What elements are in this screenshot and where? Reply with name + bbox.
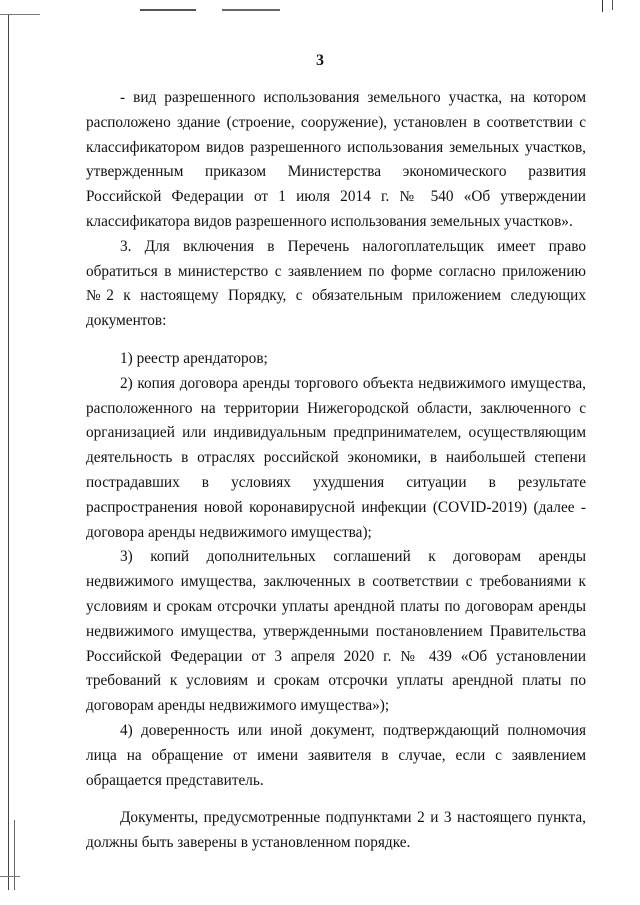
page-number: 3	[316, 52, 324, 69]
scan-mark	[0, 14, 40, 15]
scan-mark	[0, 876, 20, 877]
list-item-4: 4) доверенность или иной документ, подтверждающий полномочия лица на обращение от имени заявителя в случае, если с заявлением обращается представитель.	[86, 721, 586, 789]
scan-mark	[602, 0, 603, 12]
document-body	[86, 86, 586, 856]
paragraph-certification: Документы, предусмотренные подпунктами 2 и 3 настоящего пункта, должны быть заверены в установленном порядке.	[86, 809, 586, 852]
scan-mark	[14, 820, 15, 890]
list-item-3: 3) копий дополнительных соглашений к договорам аренды недвижимого имущества, заключенных в соответствии с требованиями к условиям и срокам отсрочки уплаты арендной платы по договорам аренды недвижимого имущества, утвержденными постановлением Правительства Российской Федерации от 3 апреля 2020 г. № 439 «Об установлении требований к условиям и срокам отсрочки уплаты арендной платы по договорам аренды недвижимого имущества»);	[86, 548, 586, 715]
list-item-2: 2) копия договора аренды торгового объекта недвижимого имущества, расположенного на территории Нижегородской области, заключенного с организацией или индивидуальным предпринимателем, осуществляющим деятельность в отраслях российской экономики, в наибольшей степени пострадавших в условиях ухудшения ситуации в результате распространения новой коронавирусной инфекции (COVID-2019) (далее - договора аренды недвижимого имущества);	[86, 374, 586, 541]
scan-mark	[222, 9, 280, 11]
paragraph-land-use: - вид разрешенного использования земельного участка, на котором расположено здание (строение, сооружение), установлен в соответствии с классификатором видов разрешенного использования земельных участков, утвержденным приказом Министерства экономического развития Российской Федерации от 1 июля 2014 г. № 540 «Об утверждении классификатора видов разрешенного использования земельных участков».	[86, 89, 586, 230]
scan-mark	[140, 9, 196, 11]
scan-mark	[612, 0, 613, 10]
paragraph-item-3: 3. Для включения в Перечень налогоплательщик имеет право обратиться в министерство с заявлением по форме согласно приложению №2 к настоящему Порядку, с обязательным приложением следующих документов:	[86, 237, 586, 330]
list-item-1: 1) реестр арендаторов;	[120, 349, 268, 367]
scan-edge-line	[8, 14, 9, 890]
